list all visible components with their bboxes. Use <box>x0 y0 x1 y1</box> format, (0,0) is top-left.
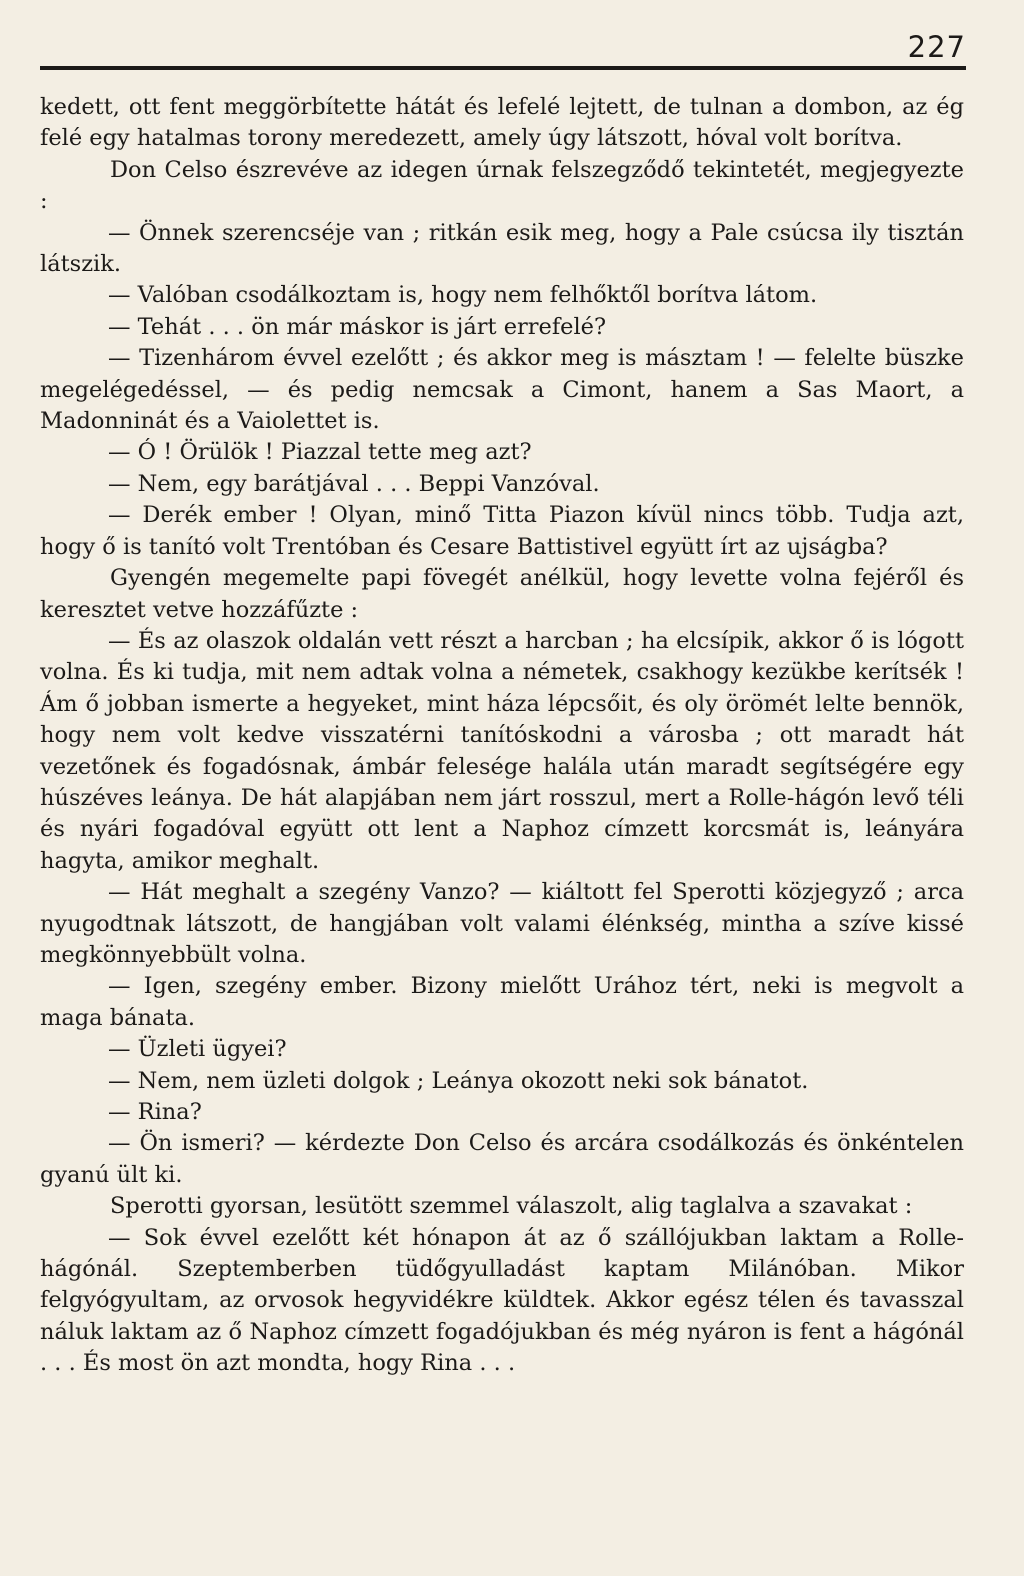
paragraph: kedett, ott fent meggörbítette hátát és lefelé lejtett, de tulnan a dombon, az ég felé egy hatalmas torony meredezett, amely úgy látszott, hóval volt borítva. <box>40 94 964 152</box>
dialog-line: — Tehát . . . ön már máskor is járt errefelé? <box>108 313 607 340</box>
dialog-line: — Nem, nem üzleti dolgok ; Leánya okozott neki sok bánatot. <box>108 1067 809 1094</box>
dialog-line: — Ön ismeri? — kérdezte Don Celso és arcára csodálkozás és önkéntelen gyanú ült ki. <box>40 1130 964 1188</box>
dialog-line: — Rina? <box>108 1099 202 1125</box>
dialog-line: — Üzleti ügyei? <box>108 1036 287 1063</box>
paragraph: Gyengén megemelte papi fövegét anélkül, hogy levette volna fejéről és keresztet vetve hozzáfűzte : <box>40 565 964 623</box>
dialog-line: — Hát meghalt a szegény Vanzo? — kiáltott fel Sperotti közjegyző ; arca nyugodtnak látszott, de hangjában volt valami élénkség, mintha a szíve kissé megkönnyebbült volna. <box>40 879 964 968</box>
dialog-line: — Sok évvel ezelőtt két hónapon át az ő szállójukban laktam a Rolle-hágónál. Szeptemberben tüdőgyulladást kaptam Milánóban. Mikor felgyógyultam, az orvosok hegyvidékre küldtek. Akkor egész télen és tavasszal náluk laktam az ő Naphoz címzett fogadójukban és még nyáron is fent a hágónál . . . És most ön azt mondta, hogy Rina . . . <box>40 1224 964 1377</box>
dialog-line: — Nem, egy barátjával . . . Beppi Vanzóval. <box>108 470 600 497</box>
header-rule <box>40 66 966 70</box>
dialog-line: — Önnek szerencséje van ; ritkán esik meg, hogy a Pale csúcsa ily tisztán látszik. <box>40 219 964 278</box>
paragraph: Sperotti gyorsan, lesütött szemmel válaszolt, alig taglalva a szavakat : <box>110 1193 913 1220</box>
dialog-line: — Derék ember ! Olyan, minő Titta Piazon kívül nincs több. Tudja azt, hogy ő is tanító volt Trentóban és Cesare Battistivel együtt írt az ujságba? <box>40 502 964 560</box>
paragraph: Don Celso észrevéve az idegen úrnak felszegződő tekintetét, megjegyezte : <box>40 156 964 215</box>
dialog-line: — Tizenhárom évvel ezelőtt ; és akkor meg is másztam ! — felelte büszke megelégedéssel, — és pedig nemcsak a Cimont, hanem a Sas Maort, a Madonninát és a Vaiolettet is. <box>40 345 964 435</box>
body-text <box>40 92 964 1380</box>
dialog-line: — Valóban csodálkoztam is, hogy nem felhőktől borítva látom. <box>108 282 818 309</box>
dialog-line: — Igen, szegény ember. Bizony mielőtt Urához tért, neki is megvolt a maga bánata. <box>40 973 964 1031</box>
dialog-line: — Ó ! Örülök ! Piazzal tette meg azt? <box>108 439 532 466</box>
page-number: 227 <box>907 30 966 64</box>
dialog-line: — És az olaszok oldalán vett részt a harcban ; ha elcsípik, akkor ő is lógott volna. És ki tudja, mit nem adtak volna a németek, csakhogy kezükbe kerítsék ! Ám ő jobban ismerte a hegyeket, mint háza lépcsőit, és oly örömét lelte bennök, hogy nem volt kedve visszatérni tanítóskodni a városba ; ott maradt hát vezetőnek és fogadósnak, ámbár felesége halála után maradt segítségére egy húszéves leánya. De hát alapjában nem járt rosszul, mert a Rolle-hágón levő téli és nyári fogadóval együtt ott lent a Naphoz címzett korcsmát is, leányára hagyta, amikor meghalt. <box>40 627 964 874</box>
